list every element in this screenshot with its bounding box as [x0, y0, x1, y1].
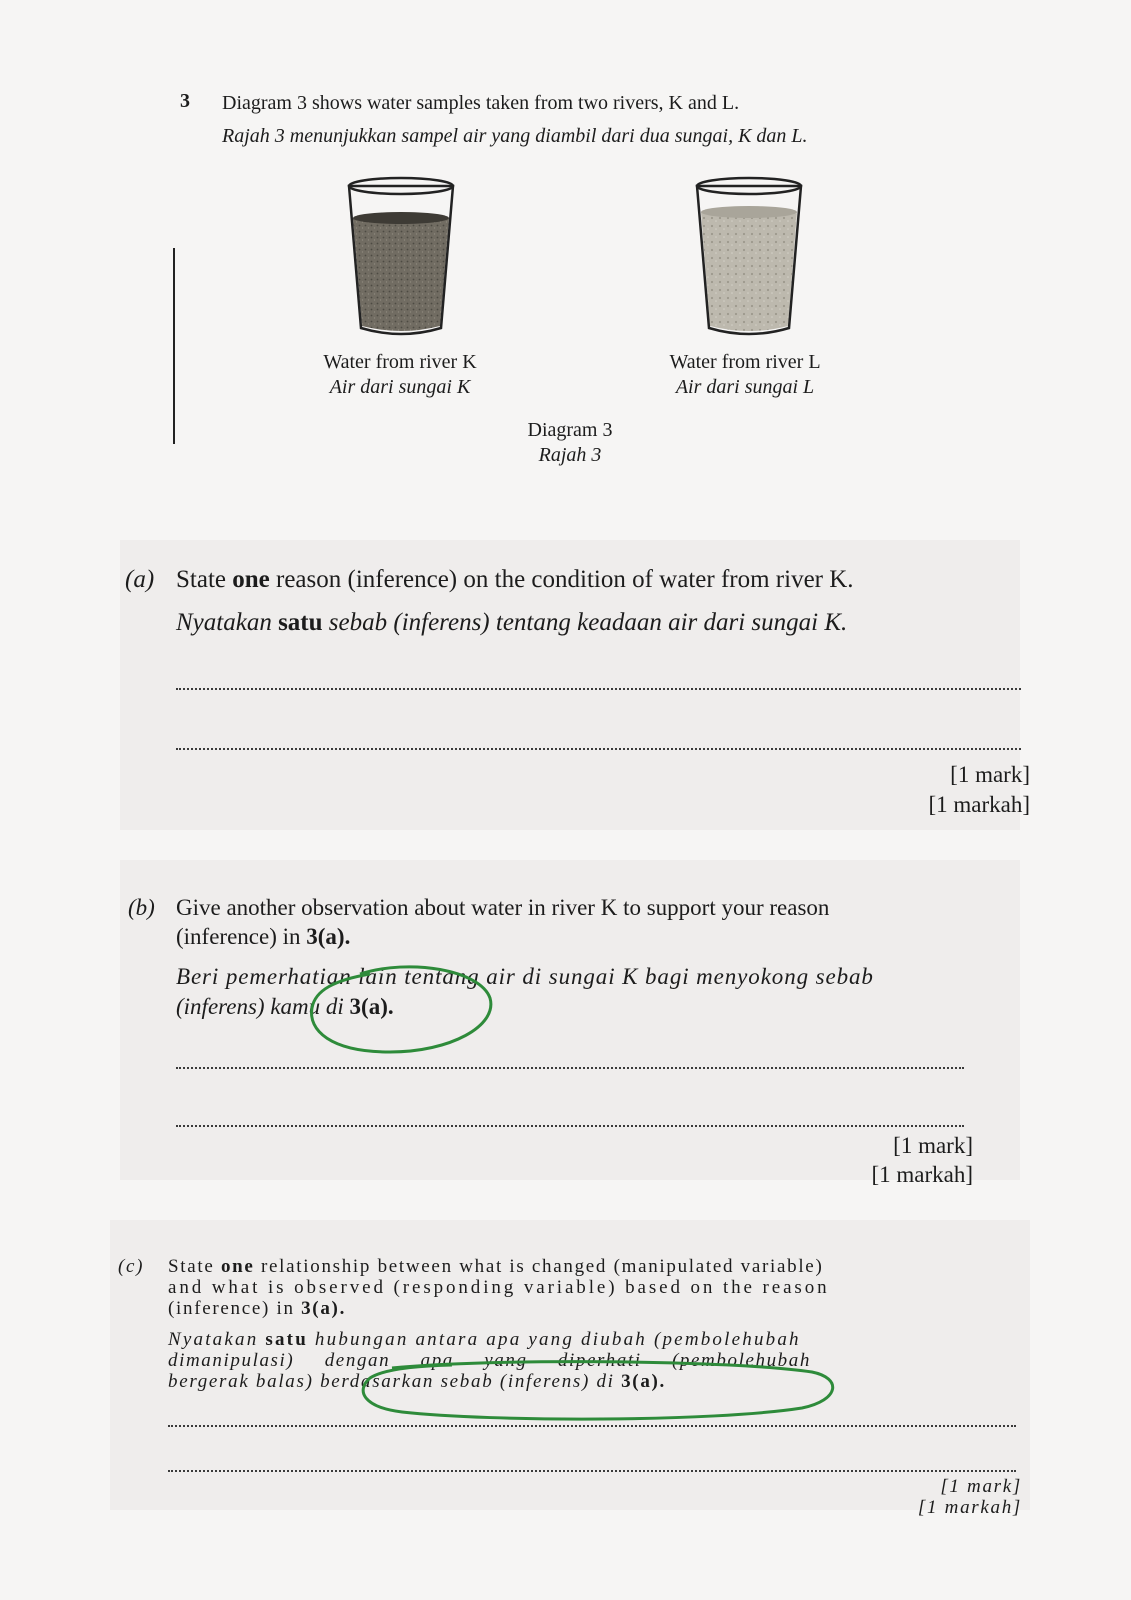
part-c-mark-en: [1 mark] — [940, 1476, 1022, 1497]
part-c-question-ms-1: Nyatakan satu hubungan antara apa yang diubah (pembolehubah — [168, 1329, 801, 1350]
diagram-caption-en: Diagram 3 — [527, 419, 613, 441]
glass-l-illustration — [694, 176, 804, 346]
margin-line — [173, 248, 175, 444]
part-a-mark-ms: [1 markah] — [928, 792, 1030, 817]
part-a-question-en: State one reason (inference) on the condition of water from river K. — [176, 566, 854, 593]
glass-l-label-en: Water from river L — [669, 351, 821, 373]
question-intro-ms: Rajah 3 menunjukkan sampel air yang diambil dari dua sungai, K dan L. — [222, 125, 808, 147]
question-number: 3 — [180, 90, 190, 112]
part-b-question-en-2: (inference) in 3(a). — [176, 924, 351, 949]
part-b-mark-ms: [1 markah] — [871, 1162, 973, 1187]
part-b-mark-en: [1 mark] — [893, 1133, 973, 1158]
part-b-question-en-1: Give another observation about water in river K to support your reason — [176, 895, 830, 920]
part-b-label: (b) — [128, 895, 155, 920]
question-intro-en: Diagram 3 shows water samples taken from two rivers, K and L. — [222, 92, 740, 114]
glass-k-label-en: Water from river K — [323, 351, 477, 373]
part-a-answer-line-1[interactable] — [176, 688, 1021, 690]
part-c-question-en-2: and what is observed (responding variable) based on the reason — [168, 1277, 830, 1298]
part-c-question-en-1: State one relationship between what is changed (manipulated variable) — [168, 1256, 824, 1277]
part-b-question-ms-2: (inferens) kamu di 3(a). — [176, 994, 394, 1019]
part-a-answer-line-2[interactable] — [176, 748, 1021, 750]
glass-k-illustration — [346, 176, 456, 346]
part-c-label: (c) — [118, 1256, 145, 1277]
glass-k-label-ms: Air dari sungai K — [329, 376, 471, 398]
water-l — [701, 212, 797, 331]
glass-l-label-ms: Air dari sungai L — [675, 376, 815, 398]
part-c-question-ms-2: dimanipulasi) dengan apa yang diperhati (pembolehubah — [168, 1350, 811, 1371]
part-c-answer-line-1[interactable] — [168, 1425, 1016, 1427]
part-c-question-en-3: (inference) in 3(a). — [168, 1298, 347, 1319]
part-b-question-ms-1: Beri pemerhatian lain tentang air di sungai K bagi menyokong sebab — [176, 964, 874, 989]
part-b-answer-line-1[interactable] — [176, 1067, 964, 1069]
water-k — [353, 218, 449, 331]
diagram-caption-ms: Rajah 3 — [538, 444, 602, 466]
part-a-label: (a) — [125, 566, 155, 593]
part-c-question-ms-3: bergerak balas) berdasarkan sebab (inferens) di 3(a). — [168, 1371, 666, 1392]
part-b-answer-line-2[interactable] — [176, 1125, 964, 1127]
part-c-answer-line-2[interactable] — [168, 1470, 1016, 1472]
part-a-question-ms: Nyatakan satu sebab (inferens) tentang keadaan air dari sungai K. — [176, 609, 848, 636]
part-a-mark-en: [1 mark] — [950, 762, 1030, 787]
annotation-circle-b — [300, 960, 500, 1060]
part-c-mark-ms: [1 markah] — [917, 1497, 1022, 1518]
annotation-circle-c — [352, 1360, 842, 1422]
